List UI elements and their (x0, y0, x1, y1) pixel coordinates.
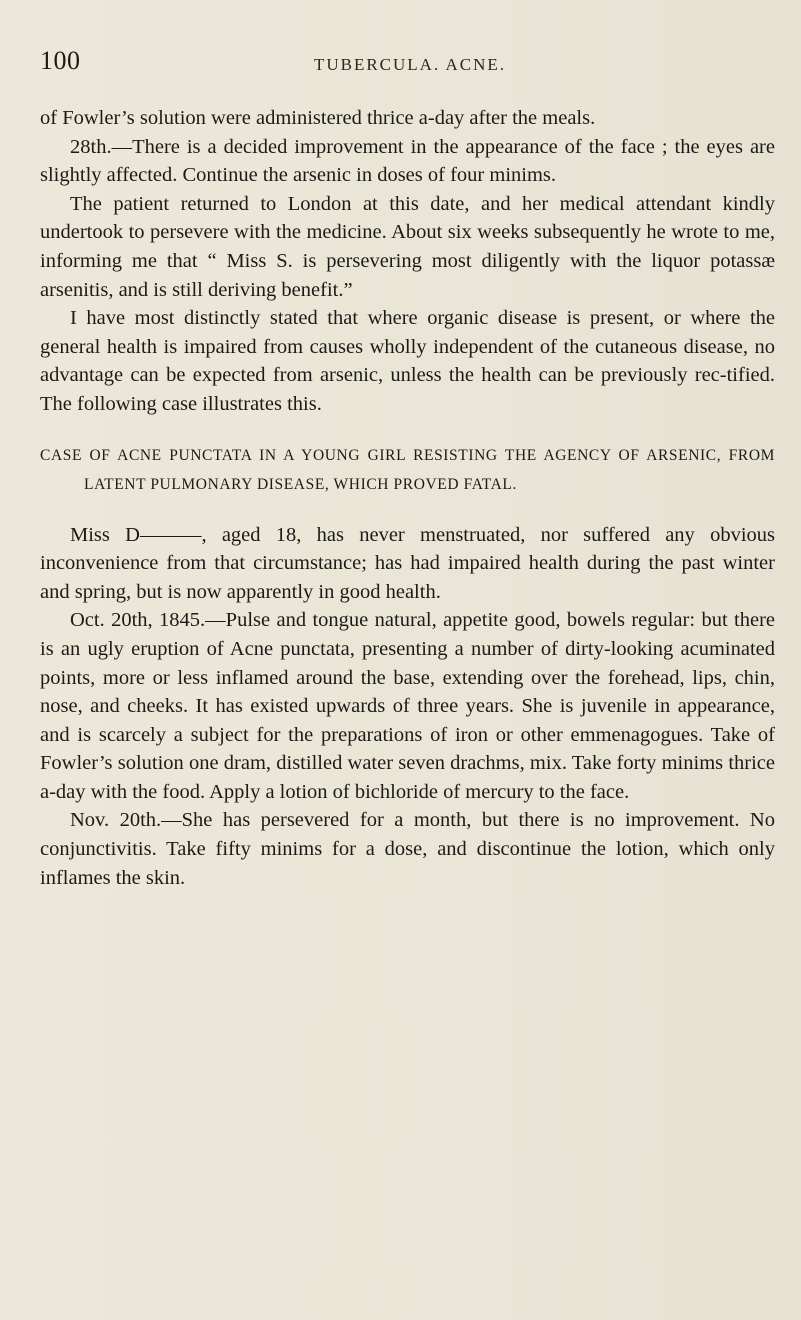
paragraph-nov-20th: Nov. 20th.—She has persevered for a month, but there is no improvement. No conjunctivitis. Take fifty minims for a dose, and discontinue the lotion, which only inflames the skin. (40, 809, 775, 889)
running-title: TUBERCULA. ACNE. (313, 55, 507, 74)
running-head (40, 46, 780, 86)
page-number: 100 (40, 46, 81, 75)
paragraph-continuation: of Fowler’s solution were administered thrice a-day after the meals. (40, 107, 596, 129)
paragraph-organic-disease: I have most distinctly stated that where organic disease is present, or where the general health is impaired from causes wholly independent of the cutaneous disease, no advantage can be expected from arsenic, unless the health can be previously rec-tified. The following case illustrates this. (40, 307, 775, 415)
body-text (40, 104, 775, 892)
paragraph-miss-d: Miss D———, aged 18, has never menstruated, nor suffered any obvious inconvenience from that circumstance; has had impaired health during the past winter and spring, but is now apparently in good health. (40, 523, 775, 603)
case-heading: CASE OF ACNE PUNCTATA IN A YOUNG GIRL RESISTING THE AGENCY OF ARSENIC, FROM LATENT PULMONARY DISEASE, WHICH PROVED FATAL. (40, 446, 775, 493)
paragraph-28th: 28th.—There is a decided improvement in the appearance of the face ; the eyes are slightly affected. Continue the arsenic in doses of four minims. (40, 135, 775, 187)
paragraph-patient-returned: The patient returned to London at this date, and her medical attendant kindly undertook to persevere with the medicine. About six weeks subsequently he wrote to me, informing me that “ Miss S. is persevering most diligently with the liquor potassæ arsenitis, and is still deriving benefit.” (40, 192, 775, 301)
paragraph-oct-20th: Oct. 20th, 1845.—Pulse and tongue natural, appetite good, bowels regular: but there is an ugly eruption of Acne punctata, presenting a number of dirty-looking acuminated points, more or less inflamed around the base, extending over the forehead, lips, chin, nose, and cheeks. It has existed upwards of three years. She is juvenile in appearance, and is scarcely a subject for the preparations of iron or other emmenagogues. Take of Fowler’s solution one dram, distilled water seven drachms, mix. Take forty minims thrice a-day with the food. Apply a lotion of bichloride of mercury to the face. (40, 609, 775, 803)
